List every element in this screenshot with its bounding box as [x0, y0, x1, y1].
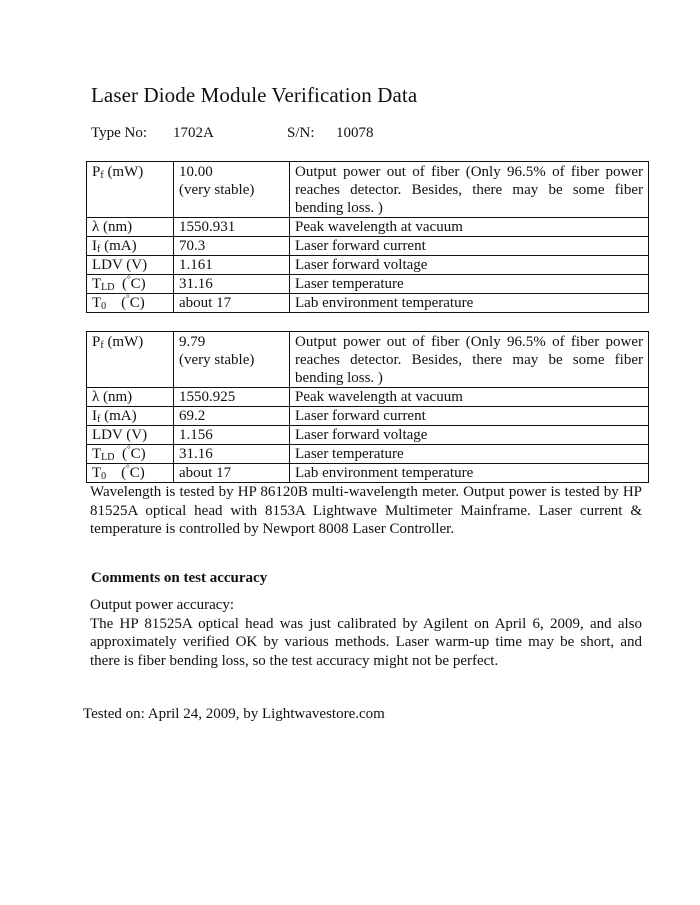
- param-cell: $I_f$ (mA): [87, 407, 174, 426]
- instrument-note: Wavelength is tested by HP 86120B multi-wavelength meter. Output power is tested by HP 81525A optical head with 8153A Lightwave Multimeter Mainframe. Laser current & temperature is controlled by Newport 8008 Laser Controller.: [90, 484, 642, 537]
- param-cell: λ (nm): [87, 388, 174, 407]
- value-cell: 9.79 (very stable): [174, 332, 290, 388]
- param-cell: $T_0$ (°C): [87, 464, 174, 483]
- value-cell: 31.16: [174, 445, 290, 464]
- param-cell: $P_f$ (mW): [87, 162, 174, 218]
- tested-on-footer: Tested on: April 24, 2009, by Lightwavestore.com: [83, 706, 385, 722]
- table-row: [87, 162, 649, 218]
- description-cell: Peak wavelength at vacuum: [290, 388, 649, 407]
- description-cell: Laser forward current: [290, 237, 649, 256]
- param-cell: $I_f$ (mA): [87, 237, 174, 256]
- comments-heading: Comments on test accuracy: [91, 570, 268, 586]
- comments-text: The HP 81525A optical head was just calibrated by Agilent on April 6, 2009, and also approximately verified OK by various methods. Laser warm-up time may be short, and there is fiber bending loss, so the test accuracy might not be perfect.: [90, 615, 642, 669]
- value-cell: 69.2: [174, 407, 290, 426]
- param-cell: $T_0$ (°C): [87, 294, 174, 313]
- serial-label: S/N:: [287, 125, 315, 141]
- value-cell: 1550.925: [174, 388, 290, 407]
- table-row: [87, 256, 649, 275]
- param-cell: λ (nm): [87, 218, 174, 237]
- description-cell: Lab environment temperature: [290, 464, 649, 483]
- table-row: [87, 294, 649, 313]
- serial-value: 10078: [336, 125, 374, 141]
- table-row: [87, 407, 649, 426]
- table-row: [87, 388, 649, 407]
- comments-body: [90, 596, 642, 670]
- description-cell: Output power out of fiber (Only 96.5% of fiber power reaches detector. Besides, there may be some fiber bending loss. ): [290, 162, 649, 218]
- value-cell: about 17: [174, 464, 290, 483]
- table-row: [87, 237, 649, 256]
- comments-subheading: Output power accuracy:: [90, 597, 235, 613]
- table-row: [87, 445, 649, 464]
- value-cell: 31.16: [174, 275, 290, 294]
- description-cell: Lab environment temperature: [290, 294, 649, 313]
- table-row: [87, 332, 649, 388]
- param-cell: $T_{LD}$ (°C): [87, 275, 174, 294]
- verification-table-2: [86, 331, 649, 483]
- description-cell: Laser forward current: [290, 407, 649, 426]
- description-cell: Peak wavelength at vacuum: [290, 218, 649, 237]
- degree-icon: °: [127, 274, 131, 284]
- table-row: [87, 218, 649, 237]
- table-row: [87, 426, 649, 445]
- description-cell: Laser forward voltage: [290, 426, 649, 445]
- degree-icon: °: [126, 463, 130, 473]
- value-cell: 1.156: [174, 426, 290, 445]
- param-cell: $T_{LD}$ (°C): [87, 445, 174, 464]
- param-cell: LDV (V): [87, 256, 174, 275]
- degree-icon: °: [126, 293, 130, 303]
- description-cell: Laser forward voltage: [290, 256, 649, 275]
- value-cell: 10.00 (very stable): [174, 162, 290, 218]
- type-label: Type No:: [91, 125, 148, 141]
- value-cell: 70.3: [174, 237, 290, 256]
- degree-icon: °: [127, 444, 131, 454]
- description-cell: Laser temperature: [290, 445, 649, 464]
- value-cell: about 17: [174, 294, 290, 313]
- param-cell: $P_f$ (mW): [87, 332, 174, 388]
- table-row: [87, 275, 649, 294]
- param-cell: LDV (V): [87, 426, 174, 445]
- description-cell: Output power out of fiber (Only 96.5% of fiber power reaches detector. Besides, there may be some fiber bending loss. ): [290, 332, 649, 388]
- value-cell: 1.161: [174, 256, 290, 275]
- description-cell: Laser temperature: [290, 275, 649, 294]
- table-row: [87, 464, 649, 483]
- verification-table-1: [86, 161, 649, 313]
- value-cell: 1550.931: [174, 218, 290, 237]
- type-value: 1702A: [173, 125, 214, 141]
- document-title: Laser Diode Module Verification Data: [91, 83, 418, 107]
